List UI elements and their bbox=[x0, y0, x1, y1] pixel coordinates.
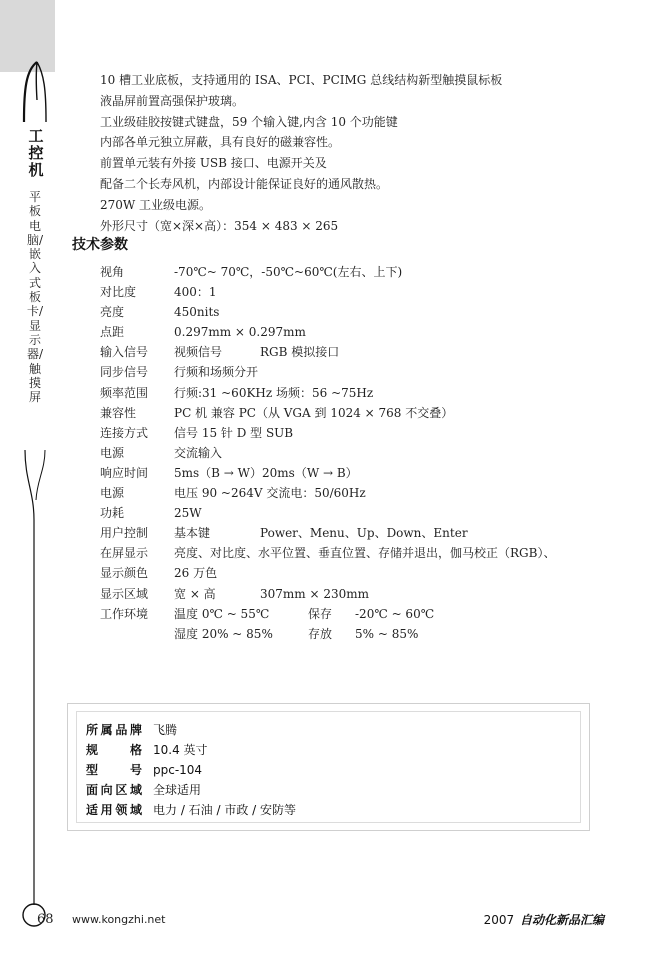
spec-value bbox=[174, 604, 435, 624]
footer-publication bbox=[484, 911, 604, 928]
section-heading: 技术参数 bbox=[72, 237, 128, 253]
spec-value: 5ms（B → W）20ms（W → B） bbox=[174, 465, 358, 480]
spec-row bbox=[100, 302, 645, 322]
product-info-inner bbox=[76, 711, 581, 823]
spec-value: 行频:31 ~60KHz 场频：56 ~75Hz bbox=[174, 385, 374, 400]
intro-line: 270W 工业级电源。 bbox=[100, 197, 212, 212]
intro-paragraph bbox=[100, 70, 620, 236]
spec-value: 26 万色 bbox=[174, 566, 218, 581]
intro-line: 工业级硅胶按键式键盘，59 个输入键,内含 10 个功能键 bbox=[100, 114, 398, 129]
spec-label: 用户控制 bbox=[100, 526, 149, 541]
spec-label: 显示区域 bbox=[100, 586, 149, 601]
spec-row bbox=[100, 403, 645, 423]
side-title: 工控机 bbox=[28, 127, 44, 179]
info-label: 规格 bbox=[86, 743, 142, 757]
spec-value: 行频和场频分开 bbox=[174, 365, 259, 380]
spec-row bbox=[100, 483, 645, 503]
spec-row bbox=[100, 563, 645, 583]
side-subtitle: 平板电脑/嵌入式板卡/显示器/触摸屏 bbox=[27, 190, 44, 405]
spec-row bbox=[100, 604, 645, 624]
spec-row bbox=[100, 463, 645, 483]
spec-value-part: 5% ~ 85% bbox=[355, 626, 419, 641]
spec-value: -70℃~ 70℃，-50℃~60℃(左右、上下) bbox=[174, 265, 403, 279]
spec-value-part: 存放 bbox=[308, 626, 333, 641]
spec-row bbox=[100, 342, 645, 362]
spec-label: 连接方式 bbox=[100, 425, 149, 440]
spec-value-part: -20℃ ~ 60℃ bbox=[355, 606, 435, 621]
spec-table bbox=[100, 262, 645, 644]
spec-label: 工作环境 bbox=[100, 606, 149, 621]
intro-line: 液晶屏前置高强保护玻璃。 bbox=[100, 93, 245, 108]
footer-publication-name: 自动化新品汇编 bbox=[519, 913, 604, 927]
spec-row bbox=[100, 423, 645, 443]
spec-label: 显示颜色 bbox=[100, 566, 149, 581]
spec-value: 25W bbox=[174, 506, 202, 521]
spec-value: 450nits bbox=[174, 305, 220, 320]
spec-value bbox=[174, 342, 340, 362]
spec-label: 同步信号 bbox=[100, 365, 149, 380]
spec-label: 视角 bbox=[100, 265, 125, 279]
spec-value-part: 保存 bbox=[308, 606, 333, 621]
spec-value: 交流输入 bbox=[174, 445, 223, 460]
info-label: 型号 bbox=[86, 763, 142, 777]
footer-website-link[interactable]: www.kongzhi.net bbox=[72, 913, 166, 926]
spec-value-part: 视频信号 bbox=[174, 345, 223, 360]
info-value: 电力 / 石油 / 市政 / 安防等 bbox=[153, 803, 297, 817]
spec-value-part: 基本键 bbox=[174, 526, 211, 541]
spec-value-part: 湿度 20% ~ 85% bbox=[174, 626, 273, 641]
spec-label: 在屏显示 bbox=[100, 546, 149, 561]
spec-row bbox=[100, 584, 645, 604]
info-label: 所属品牌 bbox=[86, 723, 142, 737]
info-label: 适用领域 bbox=[86, 803, 142, 817]
spec-label: 兼容性 bbox=[100, 405, 137, 420]
spec-label: 频率范围 bbox=[100, 385, 149, 400]
spec-label: 亮度 bbox=[100, 305, 125, 320]
footer-year: 2007 bbox=[483, 913, 515, 927]
spec-row bbox=[100, 543, 645, 563]
spec-value-part: 307mm × 230mm bbox=[260, 586, 370, 601]
spec-label: 输入信号 bbox=[100, 345, 149, 360]
spec-value-part: 宽 × 高 bbox=[174, 586, 216, 601]
info-value: 全球适用 bbox=[153, 783, 202, 797]
spec-row bbox=[100, 523, 645, 543]
product-info-box bbox=[67, 703, 590, 831]
intro-line: 配备二个长寿风机，内部设计能保证良好的通风散热。 bbox=[100, 176, 389, 191]
spec-value: PC 机 兼容 PC（从 VGA 到 1024 × 768 不交叠） bbox=[174, 405, 454, 420]
spec-row bbox=[100, 383, 645, 403]
spec-row bbox=[100, 322, 645, 342]
spec-row bbox=[100, 362, 645, 382]
spec-value bbox=[174, 624, 419, 644]
spec-value: 电压 90 ~264V 交流电：50/60Hz bbox=[174, 486, 366, 501]
intro-line: 前置单元装有外接 USB 接口、电源开关及 bbox=[100, 156, 327, 171]
info-label: 面向区域 bbox=[86, 783, 142, 797]
intro-line: 外形尺寸（宽×深×高）：354 × 483 × 265 bbox=[100, 218, 339, 233]
info-value: 飞腾 bbox=[153, 723, 178, 737]
intro-line: 内部各单元独立屏蔽，具有良好的磁兼容性。 bbox=[100, 135, 341, 150]
spec-value: 亮度、对比度、水平位置、垂直位置、存储并退出，伽马校正（RGB）、 bbox=[174, 546, 556, 561]
info-value: ppc-104 bbox=[153, 763, 203, 777]
spec-value bbox=[174, 523, 468, 543]
spec-label: 对比度 bbox=[100, 285, 137, 300]
spec-row bbox=[100, 282, 645, 302]
spec-label: 响应时间 bbox=[100, 465, 149, 480]
spec-value: 信号 15 针 D 型 SUB bbox=[174, 425, 294, 440]
spec-row bbox=[100, 443, 645, 463]
page-number: 68 bbox=[37, 912, 54, 927]
spec-row bbox=[100, 262, 645, 282]
spec-row bbox=[100, 624, 645, 644]
spec-row bbox=[100, 503, 645, 523]
spec-value: 0.297mm × 0.297mm bbox=[174, 325, 306, 340]
spec-value-part: RGB 模拟接口 bbox=[260, 345, 340, 360]
spec-label: 电源 bbox=[100, 445, 125, 460]
info-value: 10.4 英寸 bbox=[153, 743, 208, 757]
intro-line: 10 槽工业底板，支持通用的 ISA、PCI、PCIMG 总线结构新型触摸鼠标板 bbox=[100, 73, 503, 87]
spec-value: 400：1 bbox=[174, 285, 217, 300]
spec-value-part: 温度 0℃ ~ 55℃ bbox=[174, 606, 270, 621]
spec-label: 电源 bbox=[100, 486, 125, 501]
spec-label: 功耗 bbox=[100, 506, 125, 521]
spec-value-part: Power、Menu、Up、Down、Enter bbox=[260, 526, 468, 541]
spec-value bbox=[174, 584, 370, 604]
spec-label: 点距 bbox=[100, 325, 125, 340]
